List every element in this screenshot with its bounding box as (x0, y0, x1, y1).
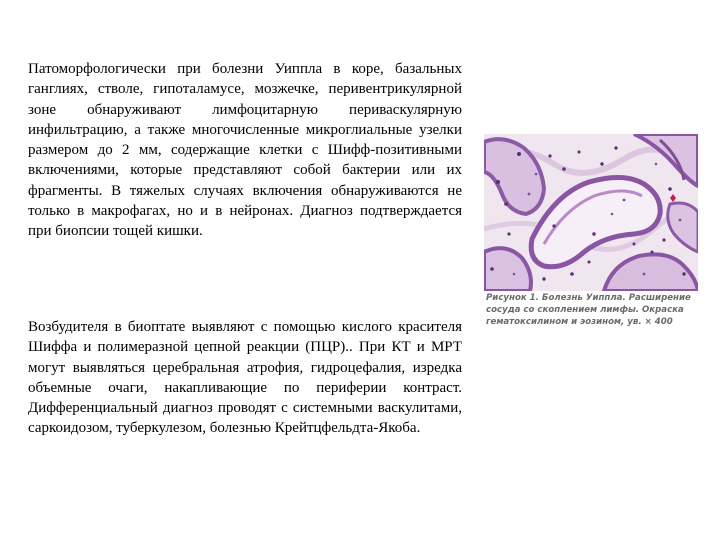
figure-caption: Рисунок 1. Болезнь Уиппла. Расширение сосуда со скоплением лимфы. Окраска гематоксилином и эозином, ув. × 400 (486, 293, 691, 327)
paragraph-pathomorphology: Патоморфологически при болезни Уиппла в коре, базальных ганглиях, стволе, гипоталамусе, мозжечке, перивентрикулярной зоне обнаруживают лимфоцитарную периваскулярную инфильтрацию, а также многочисленные микроглиальные узелки размером до 2 мм, содержащие клетки с Шифф-позитивными включениями, которые представляют собой бактерии или их фрагменты. В тяжелых случаях включения обнаруживаются не только в макрофагах, но и в нейронах. Диагноз подтверждается при биопсии тощей кишки. (28, 61, 462, 240)
histology-micrograph-illustration (484, 134, 698, 291)
histology-image (484, 134, 698, 291)
paragraph-diagnosis: Возбудителя в биоптате выявляют с помощью кислого красителя Шиффа и полимеразной цепной реакции (ПЦР).. При КТ и МРТ могут выявляться церебральная атрофия, гидроцефалия, изредка объемные очаги, накапливающие по периферии контраст. Дифференциальный диагноз проводят с системными васкулитами, саркоидозом, туберкулезом, болезнью Крейтцфельдта-Якоба. (28, 319, 462, 437)
